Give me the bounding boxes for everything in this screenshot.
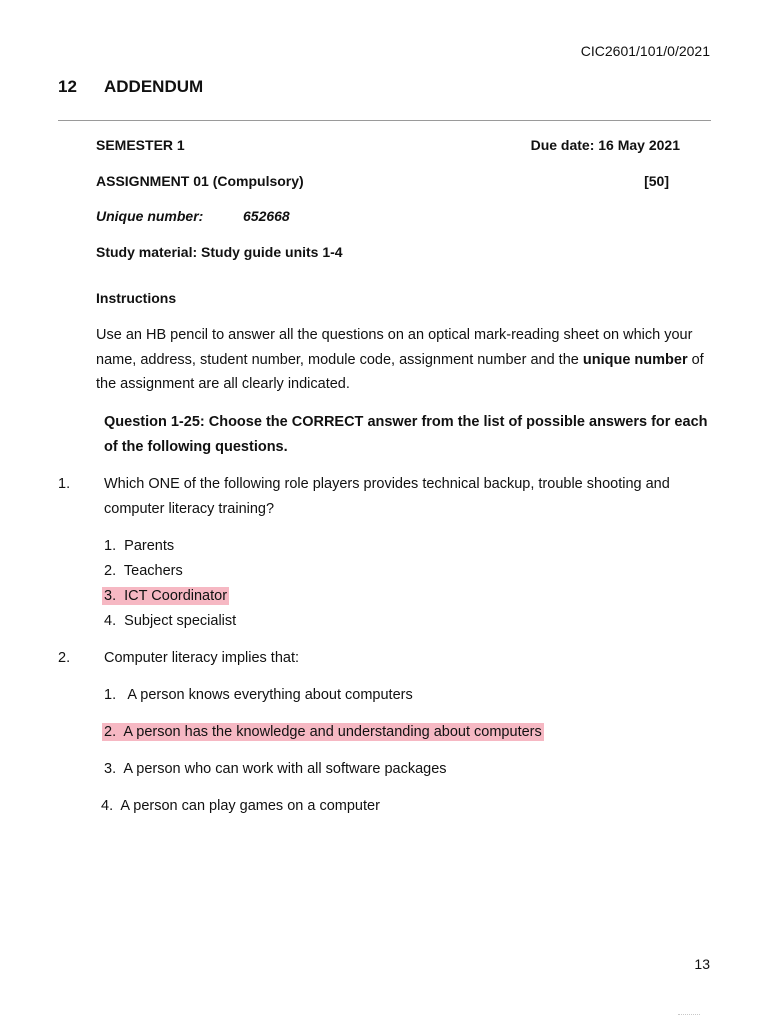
option-text: Subject specialist <box>124 613 237 629</box>
option-number: 3. <box>104 588 117 604</box>
instructions-text <box>96 323 716 397</box>
option-number: 2. <box>104 563 117 579</box>
option-text: A person knows everything about computers <box>127 687 413 703</box>
question-number: 1. <box>58 476 71 492</box>
instructions-text-end: of the assignment are all clearly indicated. <box>96 351 704 392</box>
assignment-title: ASSIGNMENT 01 (Compulsory) <box>96 173 304 189</box>
option-number: 3. <box>104 761 117 777</box>
section-title: ADDENDUM <box>104 77 204 96</box>
questions-section-heading: Question 1-25: Choose the CORRECT answer from the list of possible answers for each of the following questions. <box>104 414 708 455</box>
option-number: 4. <box>101 798 114 814</box>
page-number: 13 <box>694 956 710 972</box>
option-item <box>104 761 447 777</box>
option-text: A person who can work with all software packages <box>123 761 447 777</box>
question-text: Which ONE of the following role players provides technical backup, trouble shooting and computer literacy training? <box>104 476 670 517</box>
option-text: A person has the knowledge and understanding about computers <box>123 724 542 740</box>
instructions-text-start: Use an HB pencil to answer all the questions on an optical mark-reading sheet on which your name, address, student number, module code, assignment number and the <box>96 327 693 368</box>
option-item <box>104 563 183 579</box>
option-text: ICT Coordinator <box>124 588 228 604</box>
document-code: CIC2601/101/0/2021 <box>580 43 710 59</box>
option-number: 1. <box>104 687 117 703</box>
option-number: 2. <box>104 724 117 740</box>
option-text: A person can play games on a computer <box>120 798 380 814</box>
study-material: Study material: Study guide units 1-4 <box>96 244 343 260</box>
assignment-marks: [50] <box>644 173 669 189</box>
semester-label: SEMESTER 1 <box>96 137 185 153</box>
instructions-text-bold: unique number <box>582 351 688 368</box>
header-divider <box>58 120 711 121</box>
option-number: 4. <box>104 613 117 629</box>
option-item <box>104 613 236 629</box>
option-item-highlighted <box>104 724 544 740</box>
option-number: 1. <box>104 538 117 554</box>
question-text: Computer literacy implies that: <box>104 650 300 666</box>
unique-number-value: 652668 <box>243 208 290 224</box>
unique-number-label: Unique number: <box>96 208 204 224</box>
option-item <box>104 687 413 703</box>
footer-mark <box>678 1014 700 1019</box>
option-text: Teachers <box>123 563 183 579</box>
option-item-highlighted <box>104 588 229 604</box>
option-item <box>101 798 380 814</box>
section-number: 12 <box>58 77 77 96</box>
option-text: Parents <box>124 538 175 554</box>
answer-highlight <box>102 587 229 605</box>
answer-highlight <box>102 723 544 741</box>
question-number: 2. <box>58 650 71 666</box>
option-item <box>104 538 174 554</box>
due-date: Due date: 16 May 2021 <box>530 137 680 153</box>
instructions-heading: Instructions <box>96 290 177 306</box>
